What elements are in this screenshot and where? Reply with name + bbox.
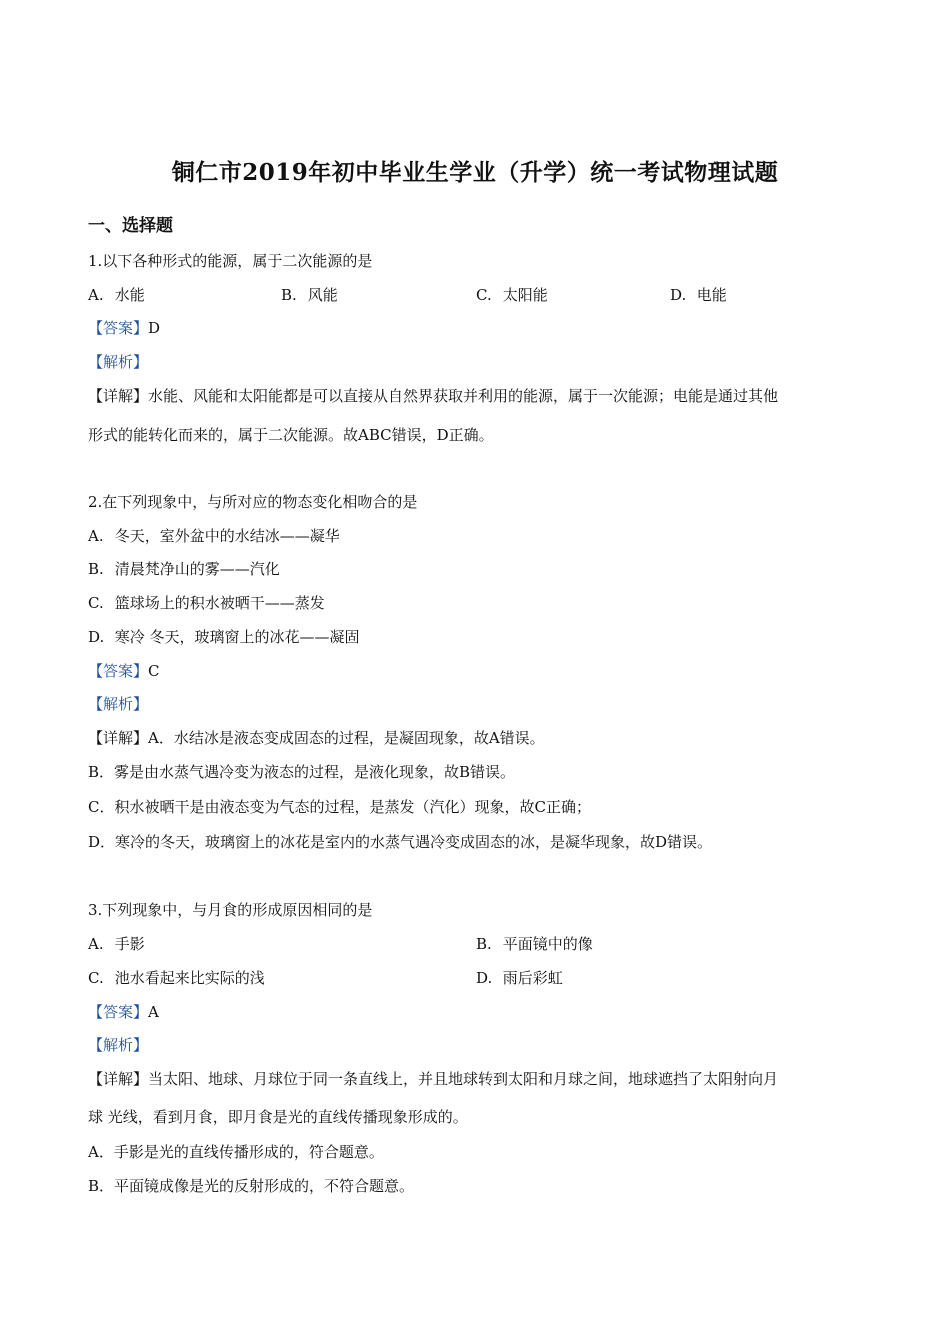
- question-1-stem: 1.以下各种形式的能源，属于二次能源的是: [88, 252, 373, 270]
- q1-detail-line-2: 形式的能转化而来的，属于二次能源。故ABC错误，D正确。: [88, 426, 494, 444]
- q1-detail-line-1: 【详解】水能、风能和太阳能都是可以直接从自然界获取并利用的能源，属于一次能源；电能是通过其他: [88, 387, 779, 405]
- q3-option-a: A. 手影: [88, 935, 145, 953]
- q2-detail-line-2: B．雾是由水蒸气遇冷变为液态的过程，是液化现象，故B错误。: [88, 763, 516, 781]
- q3-analysis-label: 【解析】: [88, 1036, 149, 1054]
- q2-answer: 【答案】C: [88, 662, 160, 680]
- q3-detail-line-1: 【详解】当太阳、地球、月球位于同一条直线上，并且地球转到太阳和月球之间，地球遮挡了太阳射向月: [88, 1070, 779, 1088]
- q1-answer: 【答案】D: [88, 319, 161, 337]
- q1-option-c: C. 太阳能: [476, 286, 548, 304]
- q3-option-b: B. 平面镜中的像: [476, 935, 593, 953]
- q1-option-b: B. 风能: [281, 286, 338, 304]
- q2-detail-line-4: D．寒冷的冬天，玻璃窗上的冰花是室内的水蒸气遇冷变成固态的冰，是凝华现象，故D错误。: [88, 833, 713, 851]
- q3-option-d: D. 雨后彩虹: [476, 969, 563, 987]
- q2-option-a: A. 冬天，室外盆中的水结冰——凝华: [88, 527, 340, 545]
- question-3-stem: 3.下列现象中，与月食的形成原因相同的是: [88, 901, 373, 919]
- q2-option-c: C. 篮球场上的积水被晒干——蒸发: [88, 594, 325, 612]
- document-title: 铜仁市2019年初中毕业生学业（升学）统一考试物理试题: [171, 159, 779, 186]
- section-heading: 一、选择题: [88, 216, 173, 236]
- q2-detail-line-3: C．积水被晒干是由液态变为气态的过程，是蒸发（汽化）现象，故C正确；: [88, 798, 591, 816]
- question-2-stem: 2.在下列现象中，与所对应的物态变化相吻合的是: [88, 493, 418, 511]
- q1-option-d: D. 电能: [670, 286, 727, 304]
- q3-detail-line-2: 球 光线，看到月食，即月食是光的直线传播现象形成的。: [88, 1108, 468, 1126]
- q3-detail-line-3: A．手影是光的直线传播形成的，符合题意。: [88, 1143, 384, 1161]
- q3-detail-line-4: B．平面镜成像是光的反射形成的，不符合题意。: [88, 1177, 415, 1195]
- q2-detail-line-1: 【详解】A．水结冰是液态变成固态的过程，是凝固现象，故A错误。: [88, 729, 545, 747]
- q2-analysis-label: 【解析】: [88, 695, 149, 713]
- q3-answer: 【答案】A: [88, 1003, 159, 1021]
- q2-option-d: D. 寒冷 冬天，玻璃窗上的冰花——凝固: [88, 628, 360, 646]
- q1-option-a: A. 水能: [88, 286, 145, 304]
- q3-option-c: C. 池水看起来比实际的浅: [88, 969, 265, 987]
- q1-analysis-label: 【解析】: [88, 353, 149, 371]
- q2-option-b: B. 清晨梵净山的雾——汽化: [88, 560, 280, 578]
